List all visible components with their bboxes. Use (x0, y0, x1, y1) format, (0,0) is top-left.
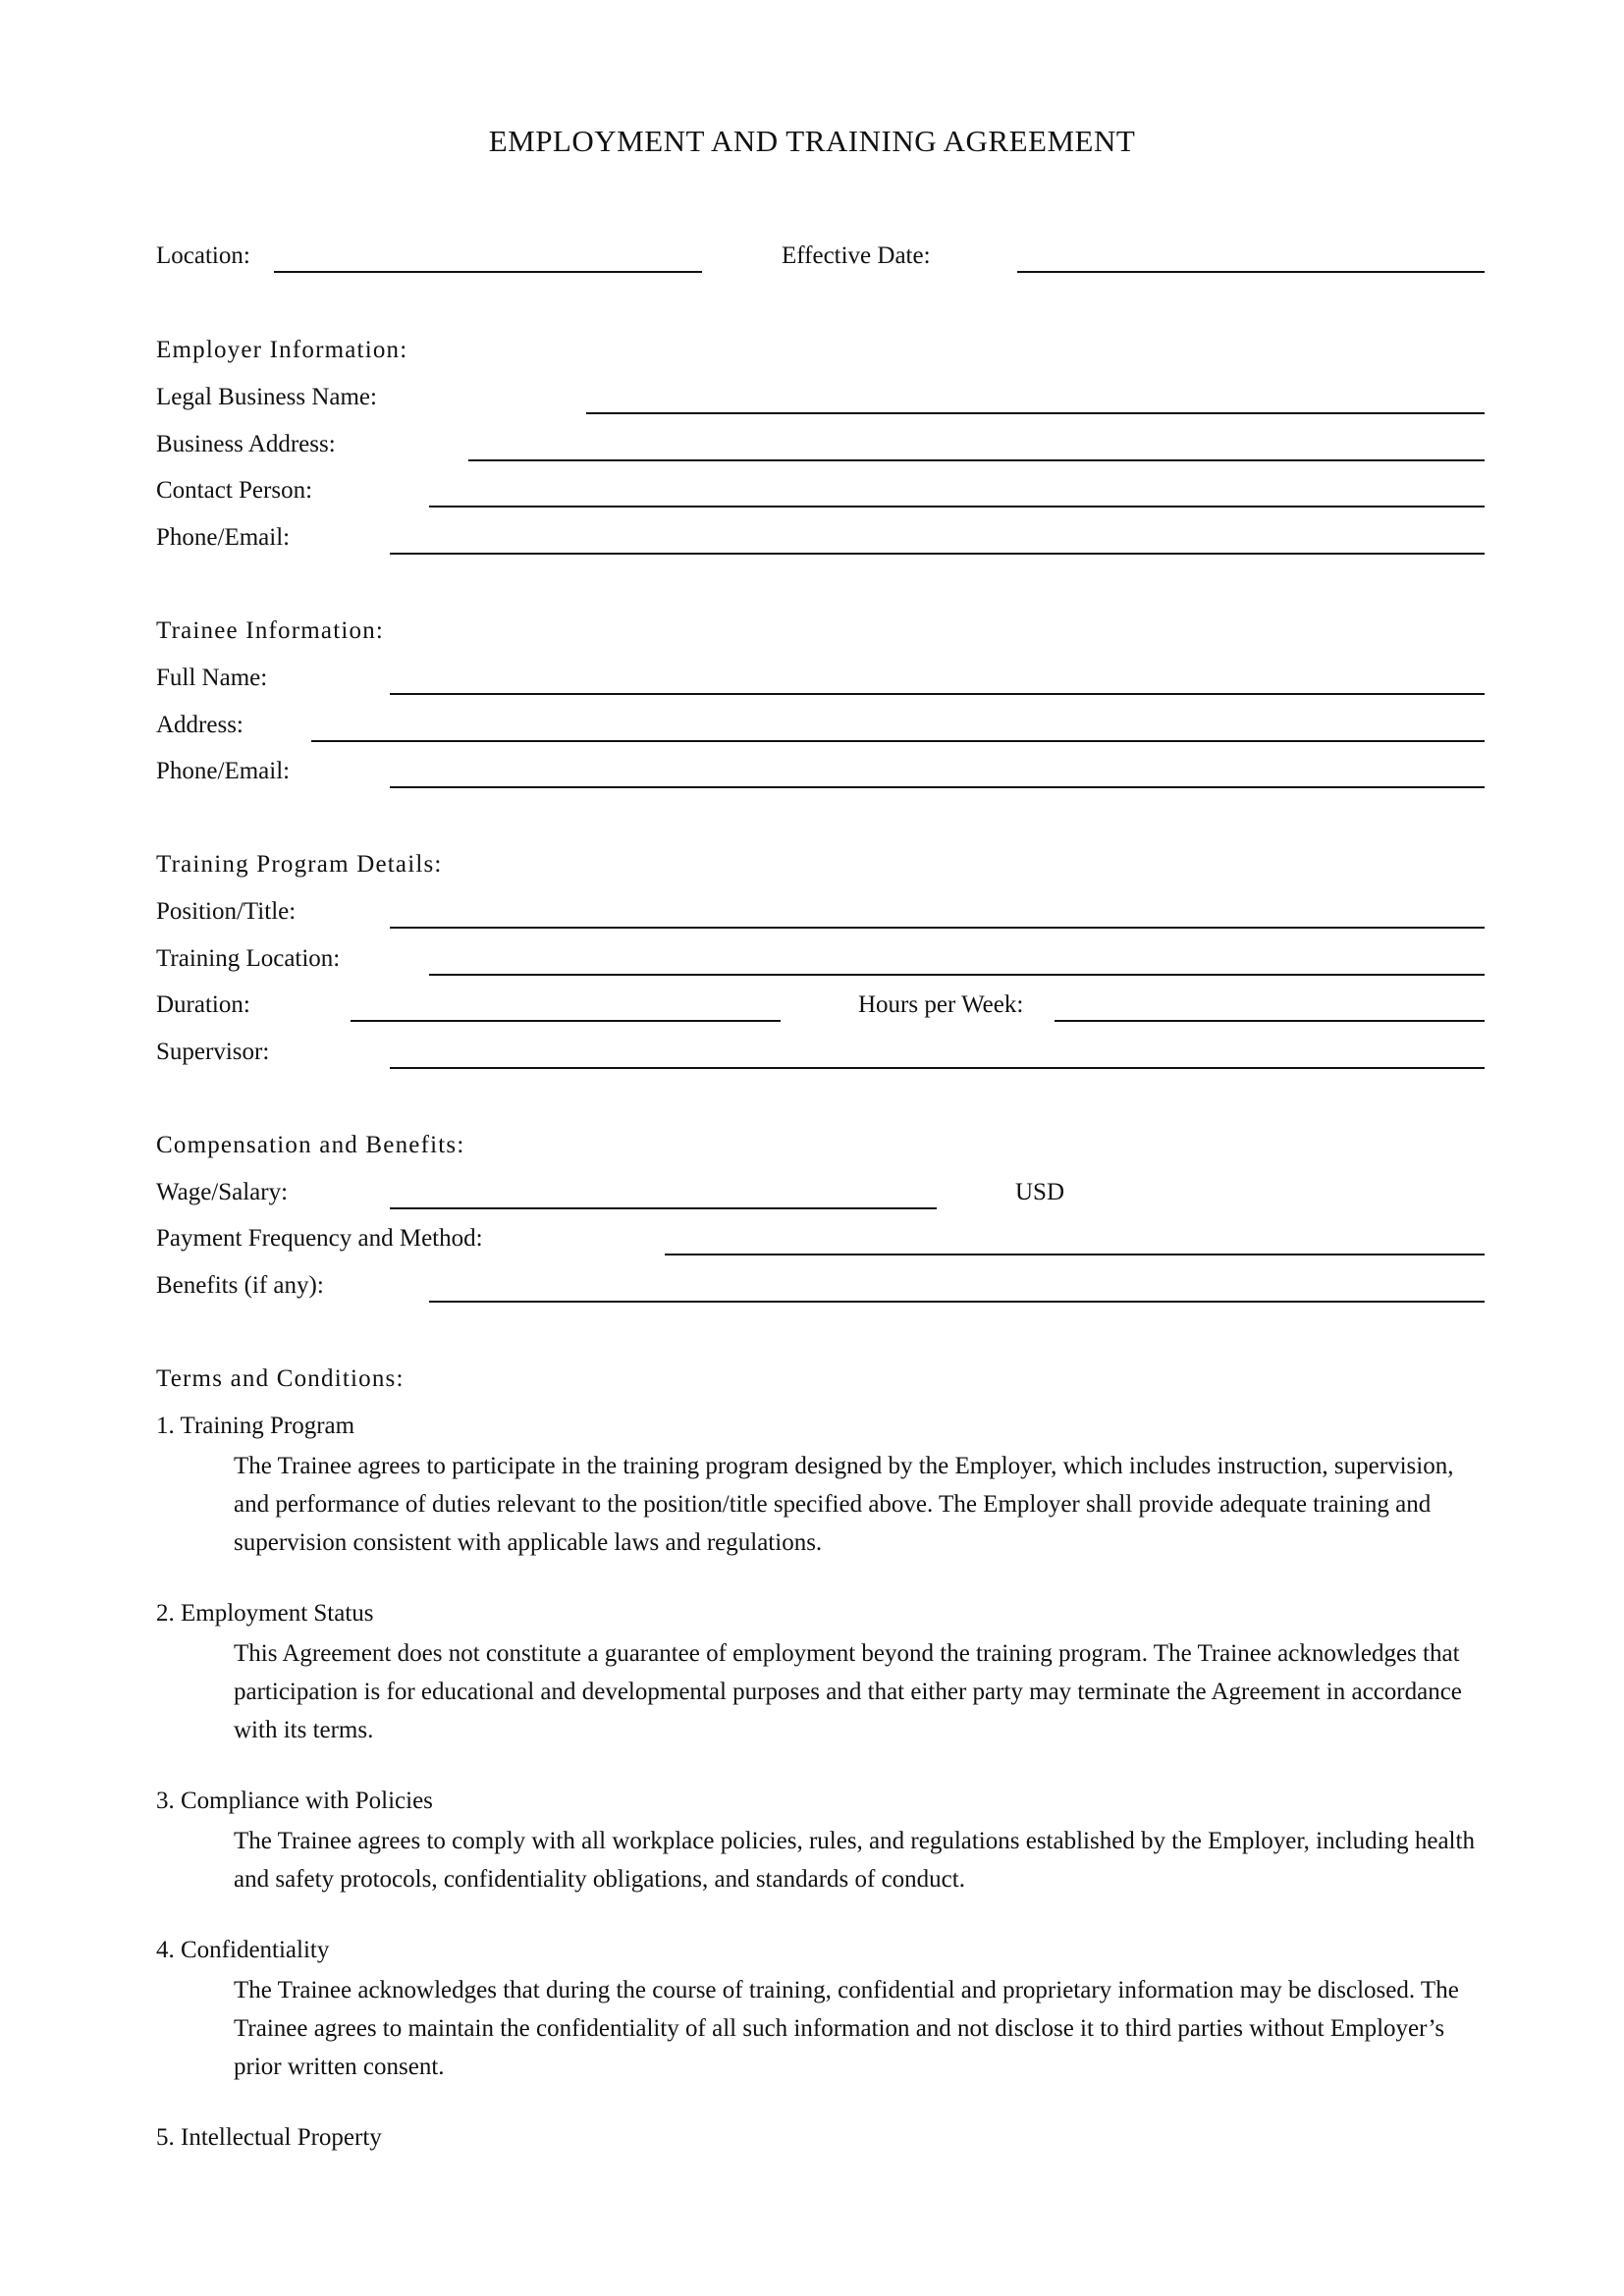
benefits-field[interactable] (429, 1301, 1485, 1303)
business-address-field[interactable] (468, 459, 1485, 461)
duration-label: Duration: (156, 991, 250, 1018)
business-address-label: Business Address: (156, 431, 336, 457)
training-location-field[interactable] (429, 974, 1485, 976)
currency-label: USD (1015, 1179, 1065, 1205)
trainee-phone-email-field[interactable] (390, 786, 1485, 788)
location-label: Location: (156, 242, 250, 269)
legal-business-name-label: Legal Business Name: (156, 384, 377, 410)
duration-field[interactable] (351, 1020, 781, 1022)
hours-per-week-field[interactable] (1055, 1020, 1485, 1022)
employer-heading: Employer Information: (156, 337, 408, 363)
hours-per-week-label: Hours per Week: (858, 991, 1024, 1018)
location-field[interactable] (274, 271, 702, 273)
term-2-body: This Agreement does not constitute a guarantee of employment beyond the training program. The Trainee acknowledges that participation is for educational and developmental purposes and that either party may terminate the Agreement in accordance with its terms. (234, 1640, 1462, 1743)
document-title: EMPLOYMENT AND TRAINING AGREEMENT (488, 124, 1136, 158)
trainee-phone-email-label: Phone/Email: (156, 758, 291, 784)
term-3-title: 3. Compliance with Policies (156, 1788, 433, 1814)
compensation-heading: Compensation and Benefits: (156, 1132, 465, 1158)
program-heading: Training Program Details: (156, 851, 443, 878)
full-name-field[interactable] (390, 693, 1485, 695)
term-4-title: 4. Confidentiality (156, 1937, 330, 1963)
contact-person-field[interactable] (429, 506, 1485, 507)
term-5-title: 5. Intellectual Property (156, 2124, 382, 2151)
wage-salary-field[interactable] (390, 1207, 937, 1209)
payment-frequency-field[interactable] (665, 1254, 1485, 1255)
term-2-title: 2. Employment Status (156, 1600, 374, 1627)
term-1-title: 1. Training Program (156, 1413, 355, 1439)
benefits-label: Benefits (if any): (156, 1272, 324, 1299)
payment-frequency-label: Payment Frequency and Method: (156, 1225, 483, 1252)
trainee-heading: Trainee Information: (156, 617, 385, 644)
position-title-label: Position/Title: (156, 898, 297, 925)
legal-business-name-field[interactable] (586, 412, 1485, 414)
term-4-body: The Trainee acknowledges that during the course of training, confidential and proprietary information may be disclosed. The Trainee agrees to maintain the confidentiality of all such information and not disclose it to third parties without Employer’s prior written consent. (234, 1977, 1459, 2080)
terms-heading: Terms and Conditions: (156, 1365, 405, 1392)
position-title-field[interactable] (390, 927, 1485, 929)
trainee-address-field[interactable] (311, 740, 1485, 742)
supervisor-field[interactable] (390, 1067, 1485, 1069)
wage-salary-label: Wage/Salary: (156, 1179, 289, 1205)
term-3-body: The Trainee agrees to comply with all workplace policies, rules, and regulations established by the Employer, including health and safety protocols, confidentiality obligations, and standards of conduct. (234, 1828, 1475, 1893)
trainee-address-label: Address: (156, 712, 244, 738)
contact-person-label: Contact Person: (156, 477, 313, 504)
training-location-label: Training Location: (156, 945, 341, 972)
full-name-label: Full Name: (156, 665, 268, 691)
supervisor-label: Supervisor: (156, 1039, 270, 1065)
effective-date-label: Effective Date: (782, 242, 931, 269)
employer-phone-email-label: Phone/Email: (156, 524, 291, 551)
term-1-body: The Trainee agrees to participate in the training program designed by the Employer, which includes instruction, supervision, and performance of duties relevant to the position/title specified above. The Employer shall provide adequate training and supervision consistent with applicable laws and regulations. (234, 1453, 1454, 1556)
effective-date-field[interactable] (1017, 271, 1485, 273)
employer-phone-email-field[interactable] (390, 553, 1485, 555)
